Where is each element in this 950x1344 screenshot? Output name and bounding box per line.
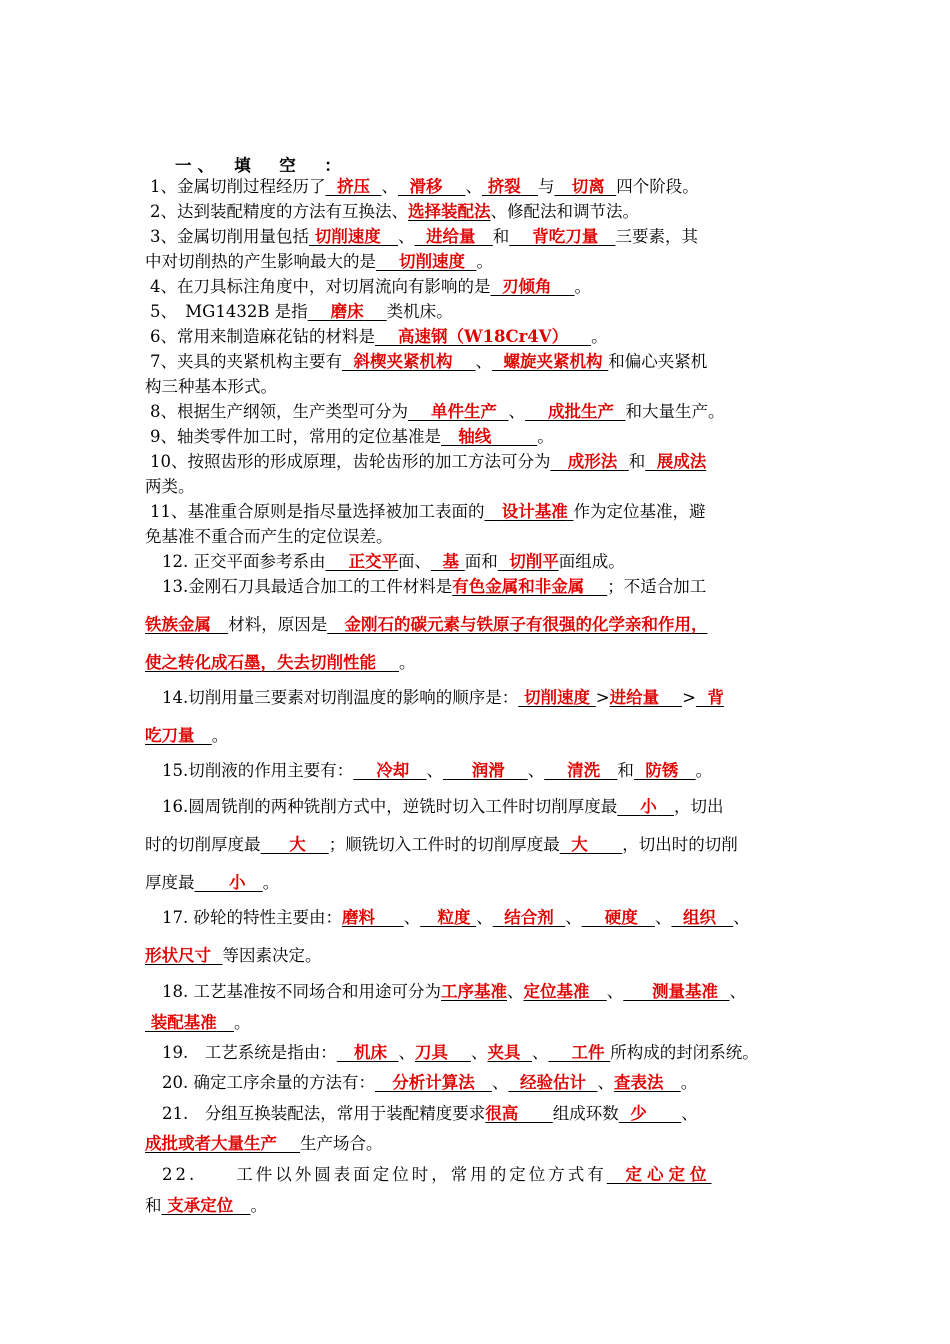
answer: 刃倾角 <box>502 277 552 296</box>
answer: 金刚石的碳元素与铁原子有很强的化学亲和作用， <box>344 615 708 634</box>
question-10-cont: 两类。 <box>145 477 195 496</box>
question-17: 17. 砂轮的特性主要由：磨料 、 粒度 、 结合剂 、 硬度 、 组织 、 <box>162 908 750 927</box>
answer: 粒度 <box>437 908 471 927</box>
question-3: 3、金属切削用量包括 切削速度 、 进给量 和 背吃刀量 三要素，其 <box>150 227 698 246</box>
answer: 少 <box>630 1104 647 1123</box>
question-7-cont: 构三种基本形式。 <box>145 377 277 396</box>
answer: 成批或者大量生产 <box>145 1134 277 1153</box>
section-heading: 一、 填 空 ： <box>175 156 347 175</box>
answer: 工件 <box>571 1043 605 1062</box>
question-7: 7、夹具的夹紧机构主要有 斜楔夹紧机构 、 螺旋夹紧机构 和偏心夹紧机 <box>150 352 708 371</box>
answer: 铁族金属 <box>145 615 211 634</box>
answer: 刀具 <box>414 1043 448 1062</box>
question-21-cont: 成批或者大量生产 生产场合。 <box>145 1134 383 1153</box>
question-16-cont: 时的切削厚度最 大 ；顺铣切入工件时的切削厚度最 大 ，切出时的切削 <box>145 835 738 854</box>
answer: 清洗 <box>567 761 601 780</box>
question-3-cont: 中对切削热的产生影响最大的是 切削速度 。 <box>145 252 493 271</box>
question-20: 20. 确定工序余量的方法有： 分析计算法 、 经验估计 、查表法 。 <box>162 1073 698 1092</box>
answer: 形状尺寸 <box>145 946 211 965</box>
question-16: 16.圆周铣削的两种铣削方式中，逆铣时切入工件时切削厚度最 小 ，切出 <box>162 797 724 816</box>
answer: 结合剂 <box>504 908 554 927</box>
answer: 成批生产 <box>547 402 614 421</box>
question-22-cont: 和 支承定位 。 <box>145 1196 267 1215</box>
question-5: 5、 MG1432B 是指 磨床 类机床。 <box>150 302 453 321</box>
answer: 展成法 <box>656 452 707 471</box>
answer: 背吃刀量 <box>532 227 599 246</box>
answer: 正交平 <box>348 552 398 571</box>
answer: 高速钢（W18Cr4V） <box>397 327 569 346</box>
answer: 润滑 <box>471 761 505 780</box>
answer: 防锈 <box>645 761 679 780</box>
answer: 查表法 <box>613 1073 664 1092</box>
question-14: 14.切削用量三要素对切削温度的影响的顺序是： 切削速度 >进给量 > 背 <box>162 688 724 707</box>
question-14-cont: 吃刀量 。 <box>145 726 229 745</box>
question-13-cont: 铁族金属 材料，原因是 金刚石的碳元素与铁原子有很强的化学亲和作用， <box>145 615 708 634</box>
answer: 滑移 <box>409 177 443 196</box>
question-6: 6、常用来制造麻花钻的材料是 高速钢（W18Cr4V） 。 <box>150 327 608 346</box>
answer: 组织 <box>682 908 716 927</box>
answer: 切离 <box>571 177 605 196</box>
answer: 大 <box>571 835 588 854</box>
question-19: 19. 工艺系统是指由： 机床 、刀具 、夹具 、 工件 所构成的封闭系统。 <box>162 1043 759 1062</box>
answer: 进给量 <box>425 227 476 246</box>
answer: 分析计算法 <box>392 1073 475 1092</box>
question-12: 12. 正交平面参考系由 正交平面、 基 面和 切削平面组成。 <box>162 552 625 571</box>
answer: 斜楔夹紧机构 <box>353 352 453 371</box>
question-1: 1、金属切削过程经历了 挤压 、 滑移 、 挤裂 与 切离 四个阶段。 <box>150 177 699 196</box>
answer: 切削速度 <box>314 227 381 246</box>
answer: 使之转化成石墨，失去切削性能 <box>145 653 376 672</box>
answer: 定心定位 <box>625 1165 712 1184</box>
answer: 挤压 <box>337 177 370 196</box>
question-15: 15.切削液的作用主要有： 冷却 、 润滑 、 清洗 和 防锈 。 <box>162 761 713 780</box>
question-22: 22. 工件以外圆表面定位时，常用的定位方式有 定心定位 <box>162 1165 712 1184</box>
question-18-cont: 装配基准 。 <box>145 1012 810 1034</box>
answer: 工序基准 <box>441 982 507 1001</box>
answer: 测量基准 <box>651 982 718 1001</box>
question-2: 2、达到装配精度的方法有互换法、选择装配法、修配法和调节法。 <box>150 202 639 221</box>
answer: 磨床 <box>330 302 364 321</box>
answer: 有色金属和非金属 <box>452 577 585 596</box>
answer: 设计基准 <box>501 502 568 521</box>
answer: 机床 <box>353 1043 387 1062</box>
answer: 切削平 <box>509 552 559 571</box>
question-17-cont: 形状尺寸 等因素决定。 <box>145 946 322 965</box>
answer: 选择装配法 <box>408 202 491 221</box>
question-9: 9、轴类零件加工时，常用的定位基准是 轴线 。 <box>150 427 554 446</box>
answer: 经验估计 <box>519 1073 586 1092</box>
answer: 小 <box>228 873 246 892</box>
question-13-cont2: 使之转化成石墨，失去切削性能 。 <box>145 653 416 672</box>
question-21: 21. 分组互换装配法，常用于装配精度要求很高 组成环数 少 、 <box>162 1104 698 1123</box>
answer: 基 <box>442 552 459 571</box>
question-11: 11、基准重合原则是指尽量选择被加工表面的 设计基准 作为定位基准，避 <box>150 502 706 521</box>
answer: 切削速度 <box>524 688 590 707</box>
answer: 大 <box>289 835 306 854</box>
question-11-cont: 免基准不重合而产生的定位误差。 <box>145 527 393 546</box>
answer: 切削速度 <box>398 252 465 271</box>
answer: 螺旋夹紧机构 <box>503 352 603 371</box>
question-4: 4、在刀具标注角度中，对切屑流向有影响的是 刃倾角 。 <box>150 277 591 296</box>
question-13: 13.金刚石刀具最适合加工的工件材料是有色金属和非金属 ；不适合加工 <box>162 577 707 596</box>
question-16-cont2: 厚度最 小 。 <box>145 873 280 892</box>
answer: 进给量 <box>609 688 660 707</box>
answer: 轴线 <box>458 427 492 446</box>
answer: 装配基准 <box>150 1013 217 1032</box>
question-10: 10、按照齿形的形成原理，齿轮齿形的加工方法可分为 成形法 和 展成法 <box>150 452 707 471</box>
answer: 成形法 <box>567 452 618 471</box>
answer: 吃刀量 <box>145 726 195 745</box>
question-text: 1、金属切削过程经历了 <box>150 177 326 196</box>
answer: 单件生产 <box>430 402 497 421</box>
answer: 支承定位 <box>167 1196 234 1215</box>
answer: 硬度 <box>604 908 638 927</box>
answer: 磨料 <box>342 908 375 927</box>
question-18: 18. 工艺基准按不同场合和用途可分为工序基准、定位基准 、 测量基准 、 <box>162 982 746 1001</box>
answer: 定位基准 <box>523 982 590 1001</box>
answer: 很高 <box>485 1104 519 1123</box>
answer: 挤裂 <box>487 177 521 196</box>
answer: 冷却 <box>376 761 410 780</box>
answer: 背 <box>707 688 724 707</box>
question-8: 8、根据生产纲领，生产类型可分为 单件生产 、 成批生产 和大量生产。 <box>150 402 725 421</box>
answer: 夹具 <box>487 1043 521 1062</box>
answer: 小 <box>640 797 657 816</box>
